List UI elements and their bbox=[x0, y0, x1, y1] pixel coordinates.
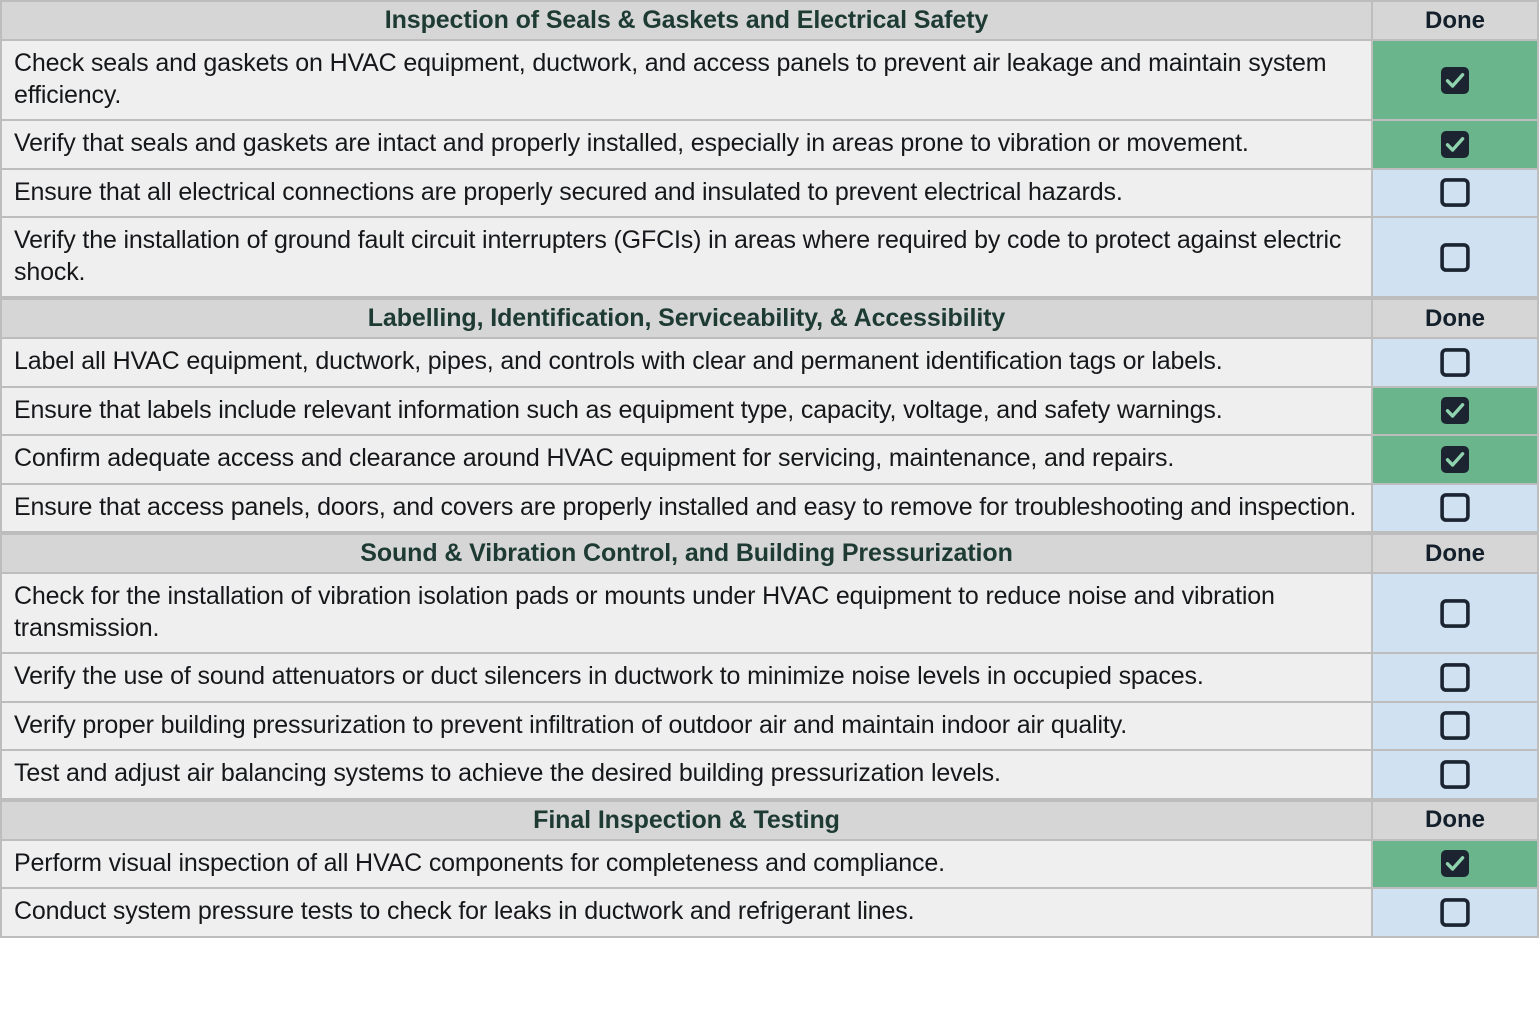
checklist-item-done-cell[interactable] bbox=[1371, 485, 1539, 534]
checkbox-unchecked-icon[interactable] bbox=[1440, 663, 1470, 692]
checklist-item-done-cell[interactable] bbox=[1371, 841, 1539, 890]
checklist-item-row bbox=[0, 751, 1539, 800]
checklist-item-done-cell[interactable] bbox=[1371, 889, 1539, 938]
checkbox-unchecked-icon[interactable] bbox=[1440, 760, 1470, 789]
checklist-item-done-cell[interactable] bbox=[1371, 121, 1539, 170]
checkbox-unchecked-icon[interactable] bbox=[1440, 711, 1470, 740]
checklist-item-done-cell[interactable] bbox=[1371, 574, 1539, 654]
done-column-header: Done bbox=[1371, 298, 1539, 339]
checklist-item-done-cell[interactable] bbox=[1371, 751, 1539, 800]
checkbox-unchecked-icon[interactable] bbox=[1440, 898, 1470, 927]
section-title: Inspection of Seals & Gaskets and Electrical Safety bbox=[0, 0, 1371, 41]
checklist-item-text: Ensure that labels include relevant information such as equipment type, capacity, voltage, and safety warnings. bbox=[0, 388, 1371, 437]
checkbox-checked-icon[interactable] bbox=[1440, 445, 1470, 474]
checklist-item-done-cell[interactable] bbox=[1371, 218, 1539, 298]
checklist-item-done-cell[interactable] bbox=[1371, 41, 1539, 121]
checklist-item-text: Verify the use of sound attenuators or duct silencers in ductwork to minimize noise levels in occupied spaces. bbox=[0, 654, 1371, 703]
checklist-item-done-cell[interactable] bbox=[1371, 654, 1539, 703]
checklist-item-text: Label all HVAC equipment, ductwork, pipes, and controls with clear and permanent identification tags or labels. bbox=[0, 339, 1371, 388]
done-column-header: Done bbox=[1371, 0, 1539, 41]
checklist-item-row bbox=[0, 485, 1539, 534]
checklist-item-text: Ensure that all electrical connections are properly secured and insulated to prevent electrical hazards. bbox=[0, 170, 1371, 219]
checklist-item-text: Verify the installation of ground fault circuit interrupters (GFCIs) in areas where required by code to protect against electric shock. bbox=[0, 218, 1371, 298]
checkbox-checked-icon[interactable] bbox=[1440, 396, 1470, 425]
checkbox-checked-icon[interactable] bbox=[1440, 66, 1470, 95]
checklist-item-row bbox=[0, 889, 1539, 938]
checklist-item-row bbox=[0, 170, 1539, 219]
checklist-item-row bbox=[0, 388, 1539, 437]
checklist-item-done-cell[interactable] bbox=[1371, 703, 1539, 752]
checkbox-unchecked-icon[interactable] bbox=[1440, 493, 1470, 522]
checklist-item-done-cell[interactable] bbox=[1371, 339, 1539, 388]
section-title: Labelling, Identification, Serviceability, & Accessibility bbox=[0, 298, 1371, 339]
checklist-item-done-cell[interactable] bbox=[1371, 388, 1539, 437]
checklist-item-text: Ensure that access panels, doors, and covers are properly installed and easy to remove for troubleshooting and inspection. bbox=[0, 485, 1371, 534]
checklist-item-text: Perform visual inspection of all HVAC components for completeness and compliance. bbox=[0, 841, 1371, 890]
checklist-item-text: Test and adjust air balancing systems to achieve the desired building pressurization levels. bbox=[0, 751, 1371, 800]
checklist-item-done-cell[interactable] bbox=[1371, 170, 1539, 219]
checklist-item-text: Verify proper building pressurization to prevent infiltration of outdoor air and maintain indoor air quality. bbox=[0, 703, 1371, 752]
checklist-item-row bbox=[0, 41, 1539, 121]
checkbox-unchecked-icon[interactable] bbox=[1440, 243, 1470, 272]
done-column-header: Done bbox=[1371, 533, 1539, 574]
checkbox-checked-icon[interactable] bbox=[1440, 130, 1470, 159]
checklist-item-row bbox=[0, 339, 1539, 388]
checkbox-unchecked-icon[interactable] bbox=[1440, 178, 1470, 207]
checklist-item-text: Check for the installation of vibration isolation pads or mounts under HVAC equipment to reduce noise and vibration transmission. bbox=[0, 574, 1371, 654]
checklist-item-done-cell[interactable] bbox=[1371, 436, 1539, 485]
checklist-item-row bbox=[0, 841, 1539, 890]
checklist-item-text: Conduct system pressure tests to check for leaks in ductwork and refrigerant lines. bbox=[0, 889, 1371, 938]
checklist-item-row bbox=[0, 654, 1539, 703]
checkbox-unchecked-icon[interactable] bbox=[1440, 348, 1470, 377]
section-title: Sound & Vibration Control, and Building Pressurization bbox=[0, 533, 1371, 574]
checklist-item-row bbox=[0, 703, 1539, 752]
section-header-row bbox=[0, 298, 1539, 339]
section-header-row bbox=[0, 533, 1539, 574]
checkbox-checked-icon[interactable] bbox=[1440, 849, 1470, 878]
section-header-row bbox=[0, 800, 1539, 841]
checklist-item-text: Confirm adequate access and clearance around HVAC equipment for servicing, maintenance, and repairs. bbox=[0, 436, 1371, 485]
checklist-item-row bbox=[0, 121, 1539, 170]
checklist-item-text: Verify that seals and gaskets are intact and properly installed, especially in areas prone to vibration or movement. bbox=[0, 121, 1371, 170]
section-title: Final Inspection & Testing bbox=[0, 800, 1371, 841]
done-column-header: Done bbox=[1371, 800, 1539, 841]
checklist-item-row bbox=[0, 218, 1539, 298]
checklist-item-row bbox=[0, 574, 1539, 654]
section-header-row bbox=[0, 0, 1539, 41]
checklist-item-text: Check seals and gaskets on HVAC equipment, ductwork, and access panels to prevent air leakage and maintain system efficiency. bbox=[0, 41, 1371, 121]
checklist-item-row bbox=[0, 436, 1539, 485]
checkbox-unchecked-icon[interactable] bbox=[1440, 599, 1470, 628]
